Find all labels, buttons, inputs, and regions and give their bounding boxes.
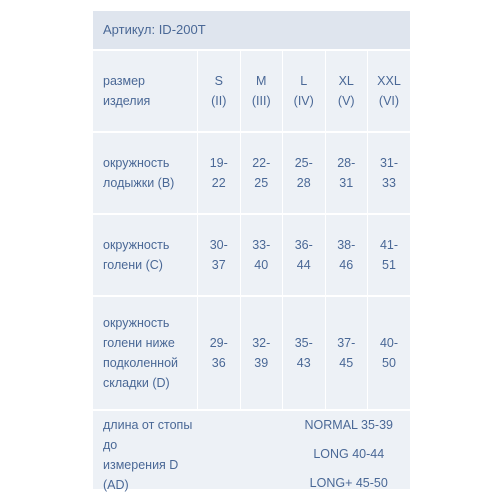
article-title: Артикул: ID-200T (103, 22, 206, 37)
measure-cell: 30- 37 (198, 214, 241, 296)
measure-cell: 32- 39 (240, 296, 283, 410)
measure-cell: 40- 50 (368, 296, 411, 410)
row-label: размер изделия (103, 74, 151, 108)
table-row-below-knee (93, 296, 410, 410)
table-row-size (93, 51, 410, 132)
measure-cell: 41- 51 (368, 214, 411, 296)
measure-cell: 19- 22 (198, 132, 241, 214)
length-option: NORMAL 35-39 (304, 418, 393, 432)
row-label: окружность лодыжки (B) (103, 156, 175, 190)
size-cell: XXL (VI) (368, 51, 411, 132)
length-option: LONG 40-44 (313, 447, 385, 461)
measure-cell: 25- 28 (283, 132, 326, 214)
table-row-ankle (93, 132, 410, 214)
table-row-calf (93, 214, 410, 296)
size-table (93, 51, 410, 498)
measure-cell: 22- 25 (240, 132, 283, 214)
row-label: окружность голени ниже подколенной складки (D) (103, 316, 179, 390)
row-label: окружность голени (C) (103, 238, 170, 272)
measure-cell: 36- 44 (283, 214, 326, 296)
measure-cell: 38- 46 (325, 214, 368, 296)
article-header (93, 11, 410, 51)
size-cell: S (II) (198, 51, 241, 132)
measure-cell: 29- 36 (198, 296, 241, 410)
measure-cell: 31- 33 (368, 132, 411, 214)
table-row-length (93, 410, 410, 498)
size-cell: L (IV) (283, 51, 326, 132)
length-options (198, 410, 411, 498)
size-cell: XL (V) (325, 51, 368, 132)
measure-cell: 33- 40 (240, 214, 283, 296)
measure-cell: 28- 31 (325, 132, 368, 214)
length-option: LONG+ 45-50 (309, 476, 388, 490)
size-cell: M (III) (240, 51, 283, 132)
row-label: длина от стопы до измерения D (AD) (103, 417, 193, 492)
measure-cell: 35- 43 (283, 296, 326, 410)
measure-cell: 37- 45 (325, 296, 368, 410)
size-chart-card (93, 11, 410, 492)
